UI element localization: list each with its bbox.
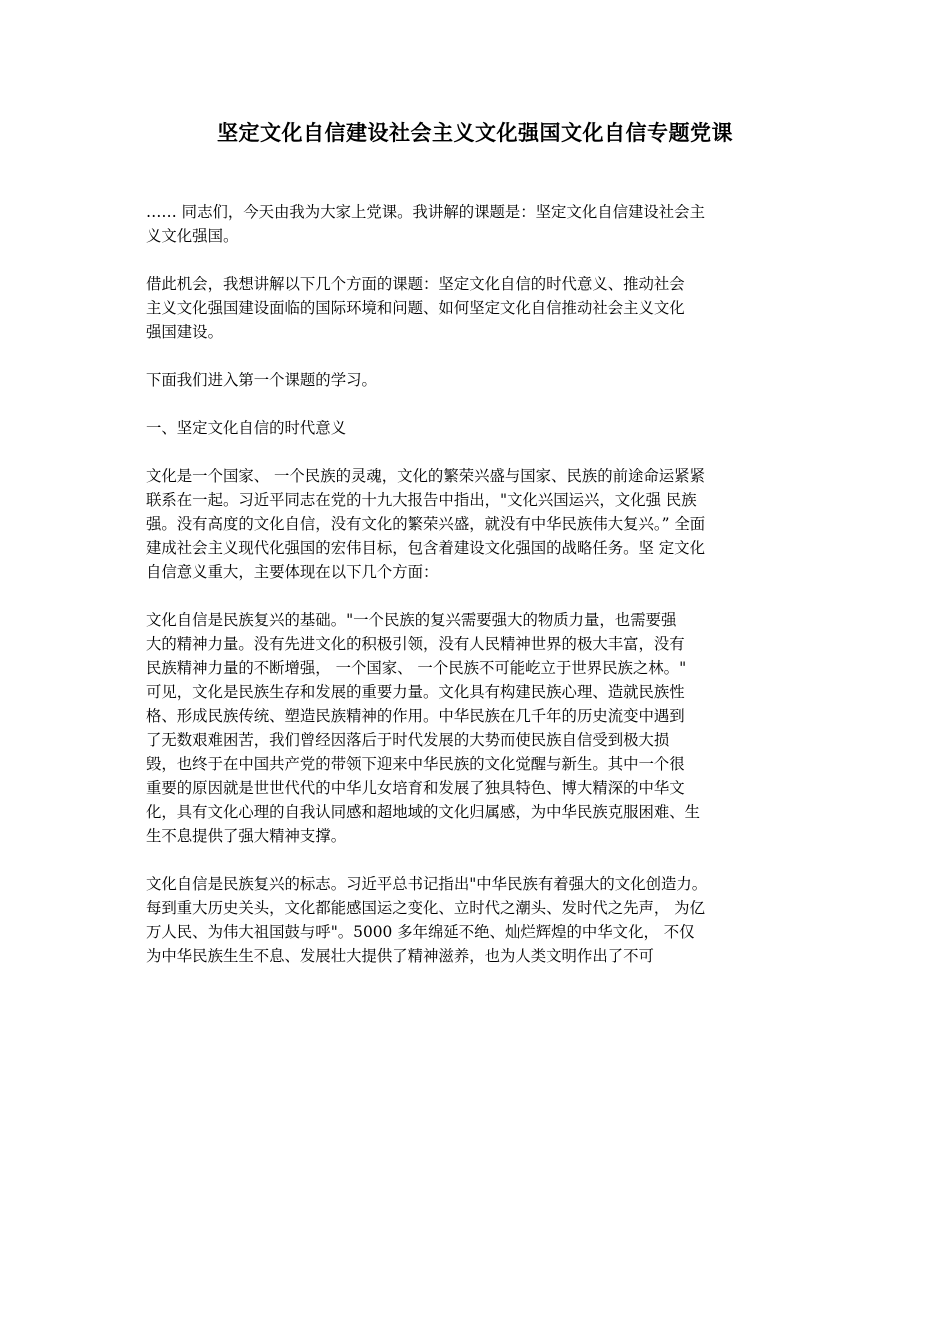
section-heading (146, 416, 846, 440)
paragraph-line: 为中华民族生生不息、发展壮大提供了精神滋养，也为人类文明作出了不可 (146, 947, 654, 965)
paragraph-line: 建成社会主义现代化强国的宏伟目标，包含着建设文化强国的战略任务。坚 定文化 (146, 539, 705, 557)
paragraph-line: 文化自信是民族复兴的基础。"一个民族的复兴需要强大的物质力量，也需要强 (146, 611, 677, 629)
paragraph-line: 民族精神力量的不断增强， 一个国家、 一个民族不可能屹立于世界民族之林。" (146, 659, 687, 677)
paragraph-line: 大的精神力量。没有先进文化的积极引领，没有人民精神世界的极大丰富，没有 (146, 635, 685, 653)
paragraph-topics (146, 272, 846, 344)
paragraph-line: 联系在一起。习近平同志在党的十九大报告中指出，"文化兴国运兴，文化强 民族 (146, 491, 697, 509)
paragraph-line: 了无数艰难困苦，我们曾经因落后于时代发展的大势而使民族自信受到极大损 (146, 731, 670, 749)
paragraph-line: 文化是一个国家、 一个民族的灵魂，文化的繁荣兴盛与国家、民族的前途命运紧紧 (146, 467, 705, 485)
document-body (146, 200, 846, 992)
paragraph-line: …… 同志们，今天由我为大家上党课。我讲解的课题是：坚定文化自信建设社会主 (146, 203, 705, 221)
paragraph-line: 自信意义重大，主要体现在以下几个方面： (146, 563, 439, 581)
paragraph-culture-soul (146, 464, 846, 584)
paragraph-line: 强。没有高度的文化自信，没有文化的繁荣兴盛，就没有中华民族伟大复兴。” 全面 (146, 515, 706, 533)
paragraph-line: 借此机会，我想讲解以下几个方面的课题：坚定文化自信的时代意义、推动社会 (146, 275, 685, 293)
paragraph-line: 重要的原因就是世世代代的中华儿女培育和发展了独具特色、博大精深的中华文 (146, 779, 685, 797)
paragraph-symbol (146, 872, 846, 968)
paragraph-line: 文化自信是民族复兴的标志。习近平总书记指出"中华民族有着强大的文化创造力。 (146, 875, 708, 893)
paragraph-line: 生不息提供了强大精神支撑。 (146, 827, 347, 845)
paragraph-line: 下面我们进入第一个课题的学习。 (146, 371, 377, 389)
paragraph-transition (146, 368, 846, 392)
paragraph-intro (146, 200, 846, 248)
paragraph-foundation (146, 608, 846, 848)
paragraph-line: 主义文化强国建设面临的国际环境和问题、如何坚定文化自信推动社会主义文化 (146, 299, 685, 317)
paragraph-line: 格、形成民族传统、塑造民族精神的作用。中华民族在几千年的历史流变中遇到 (146, 707, 685, 725)
document-title: 坚定文化自信建设社会主义文化强国文化自信专题党课 (217, 121, 733, 145)
paragraph-line: 一、坚定文化自信的时代意义 (146, 419, 347, 437)
paragraph-line: 强国建设。 (146, 323, 223, 341)
paragraph-line: 万人民、为伟大祖国鼓与呼"。5000 多年绵延不绝、灿烂辉煌的中华文化， 不仅 (146, 923, 695, 941)
paragraph-line: 化，具有文化心理的自我认同感和超地域的文化归属感，为中华民族克服困难、生 (146, 803, 701, 821)
paragraph-line: 每到重大历史关头，文化都能感国运之变化、立时代之潮头、发时代之先声， 为亿 (146, 899, 705, 917)
paragraph-line: 可见，文化是民族生存和发展的重要力量。文化具有构建民族心理、造就民族性 (146, 683, 685, 701)
paragraph-line: 毁，也终于在中国共产党的带领下迎来中华民族的文化觉醒与新生。其中一个很 (146, 755, 685, 773)
paragraph-line: 义文化强国。 (146, 227, 239, 245)
